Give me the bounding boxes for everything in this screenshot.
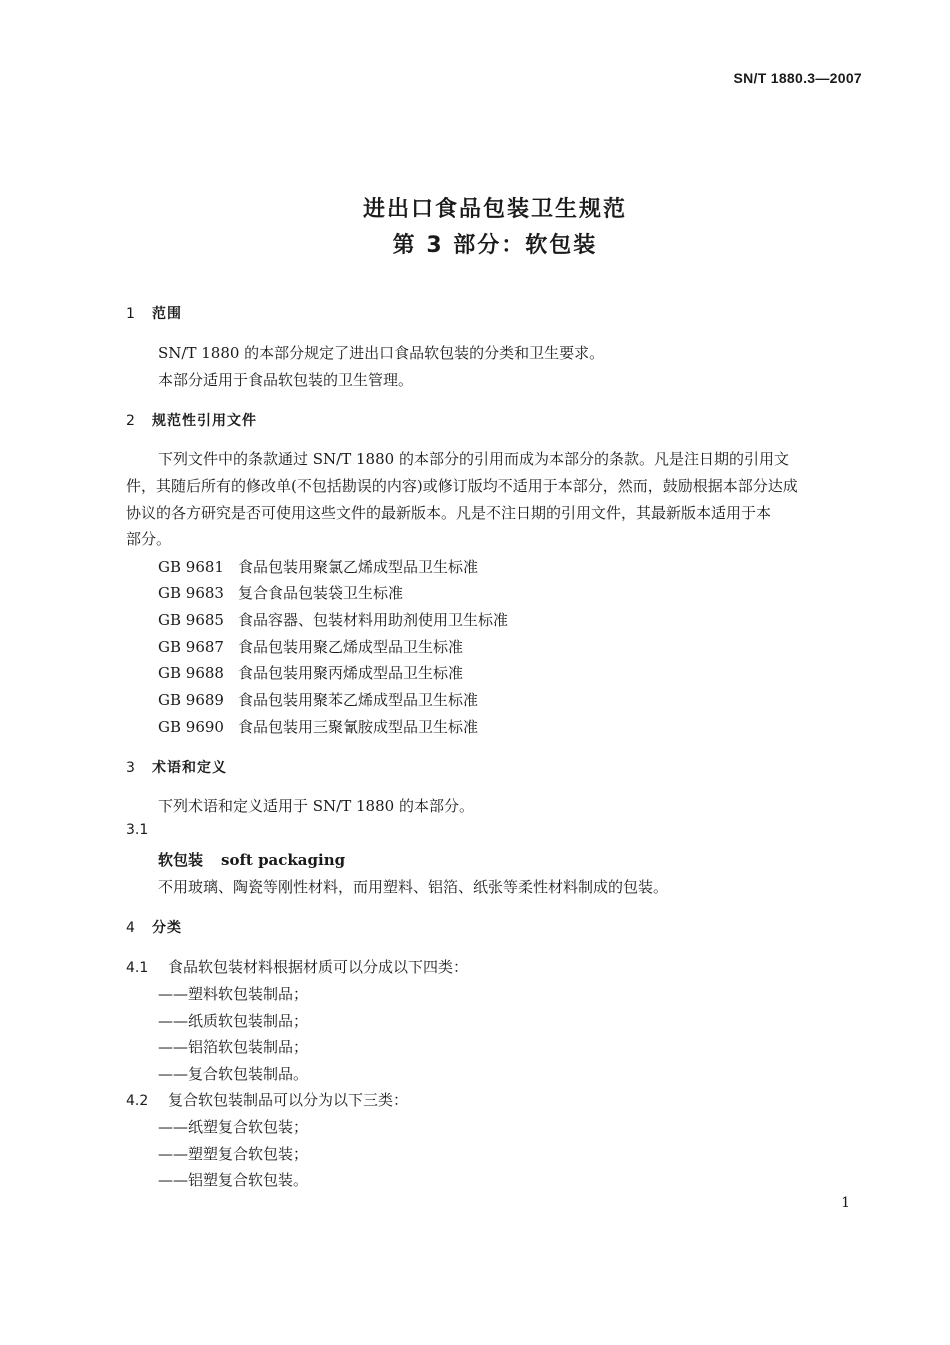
reference-code: GB 9681 xyxy=(158,558,224,576)
reference-title: 食品包装用聚丙烯成型品卫生标准 xyxy=(238,664,464,682)
document-title: 进出口食品包装卫生规范 xyxy=(362,197,627,222)
reference-title: 食品包装用聚氯乙烯成型品卫生标准 xyxy=(238,558,479,576)
subclause-number: 3.1 xyxy=(126,822,149,838)
reference-item xyxy=(158,582,403,603)
section-number: 1 xyxy=(126,306,136,322)
reference-item xyxy=(158,609,508,630)
subclause-4-2 xyxy=(126,1089,408,1110)
reference-item xyxy=(158,716,478,737)
reference-code: GB 9690 xyxy=(158,718,224,736)
list-item: ——复合软包装制品。 xyxy=(158,1065,309,1083)
term-chinese: 软包装 xyxy=(158,851,204,869)
section-number: 4 xyxy=(126,920,136,936)
section-heading-terms xyxy=(126,757,227,777)
reference-code: GB 9683 xyxy=(158,584,224,602)
section-heading-scope xyxy=(126,303,182,323)
reference-item xyxy=(158,556,478,577)
section-heading-normative-references xyxy=(126,410,257,430)
reference-code: GB 9688 xyxy=(158,664,224,682)
reference-item xyxy=(158,636,463,657)
list-item: ——铝箔软包装制品； xyxy=(158,1038,309,1056)
reference-code: GB 9687 xyxy=(158,638,224,656)
reference-code: GB 9685 xyxy=(158,611,224,629)
section-heading-classification xyxy=(126,917,182,937)
paragraph-line: 协议的各方研究是否可使用这些文件的最新版本。凡是不注日期的引用文件，其最新版本适用于本 xyxy=(126,504,772,522)
list-item: ——塑料软包装制品； xyxy=(158,985,309,1003)
subclause-text: 食品软包装材料根据材质可以分成以下四类： xyxy=(168,958,469,976)
section-title: 范围 xyxy=(152,306,182,322)
section-number: 3 xyxy=(126,760,136,776)
reference-title: 食品包装用聚苯乙烯成型品卫生标准 xyxy=(238,691,479,709)
reference-code: GB 9689 xyxy=(158,691,224,709)
reference-item xyxy=(158,662,463,683)
list-item: ——铝塑复合软包装。 xyxy=(158,1171,309,1189)
paragraph: SN/T 1880 的本部分规定了进出口食品软包装的分类和卫生要求。 xyxy=(158,344,605,362)
subclause-text: 复合软包装制品可以分为以下三类： xyxy=(168,1091,409,1109)
reference-title: 食品包装用三聚氰胺成型品卫生标准 xyxy=(238,718,479,736)
term-entry xyxy=(158,849,345,870)
reference-title: 食品包装用聚乙烯成型品卫生标准 xyxy=(238,638,464,656)
list-item: ——纸塑复合软包装； xyxy=(158,1118,309,1136)
paragraph-line: 件，其随后所有的修改单(不包括勘误的内容)或修订版均不适用于本部分，然而，鼓励根据本部分达成 xyxy=(126,477,798,495)
subclause-number: 4.2 xyxy=(126,1093,149,1109)
list-item: ——塑塑复合软包装； xyxy=(158,1145,309,1163)
subclause-4-1 xyxy=(126,956,468,977)
subclause-number: 4.1 xyxy=(126,960,149,976)
reference-item xyxy=(158,689,478,710)
paragraph-line: 部分。 xyxy=(126,530,172,548)
document-subtitle: 第 3 部分：软包装 xyxy=(392,233,598,258)
section-title: 术语和定义 xyxy=(152,760,227,776)
reference-title: 食品容器、包装材料用助剂使用卫生标准 xyxy=(238,611,509,629)
section-number: 2 xyxy=(126,413,136,429)
paragraph-line: 下列文件中的条款通过 SN/T 1880 的本部分的引用而成为本部分的条款。凡是注日期的引用文 xyxy=(158,450,789,468)
page-number: 1 xyxy=(841,1195,850,1211)
term-english: soft packaging xyxy=(221,851,346,869)
document-id: SN/T 1880.3—2007 xyxy=(733,70,862,86)
section-title: 分类 xyxy=(152,920,182,936)
term-definition: 不用玻璃、陶瓷等刚性材料，而用塑料、铝箔、纸张等柔性材料制成的包装。 xyxy=(158,878,669,896)
paragraph: 本部分适用于食品软包装的卫生管理。 xyxy=(158,371,414,389)
list-item: ——纸质软包装制品； xyxy=(158,1012,309,1030)
paragraph: 下列术语和定义适用于 SN/T 1880 的本部分。 xyxy=(158,797,474,815)
section-title: 规范性引用文件 xyxy=(152,413,257,429)
reference-title: 复合食品包装袋卫生标准 xyxy=(238,584,404,602)
